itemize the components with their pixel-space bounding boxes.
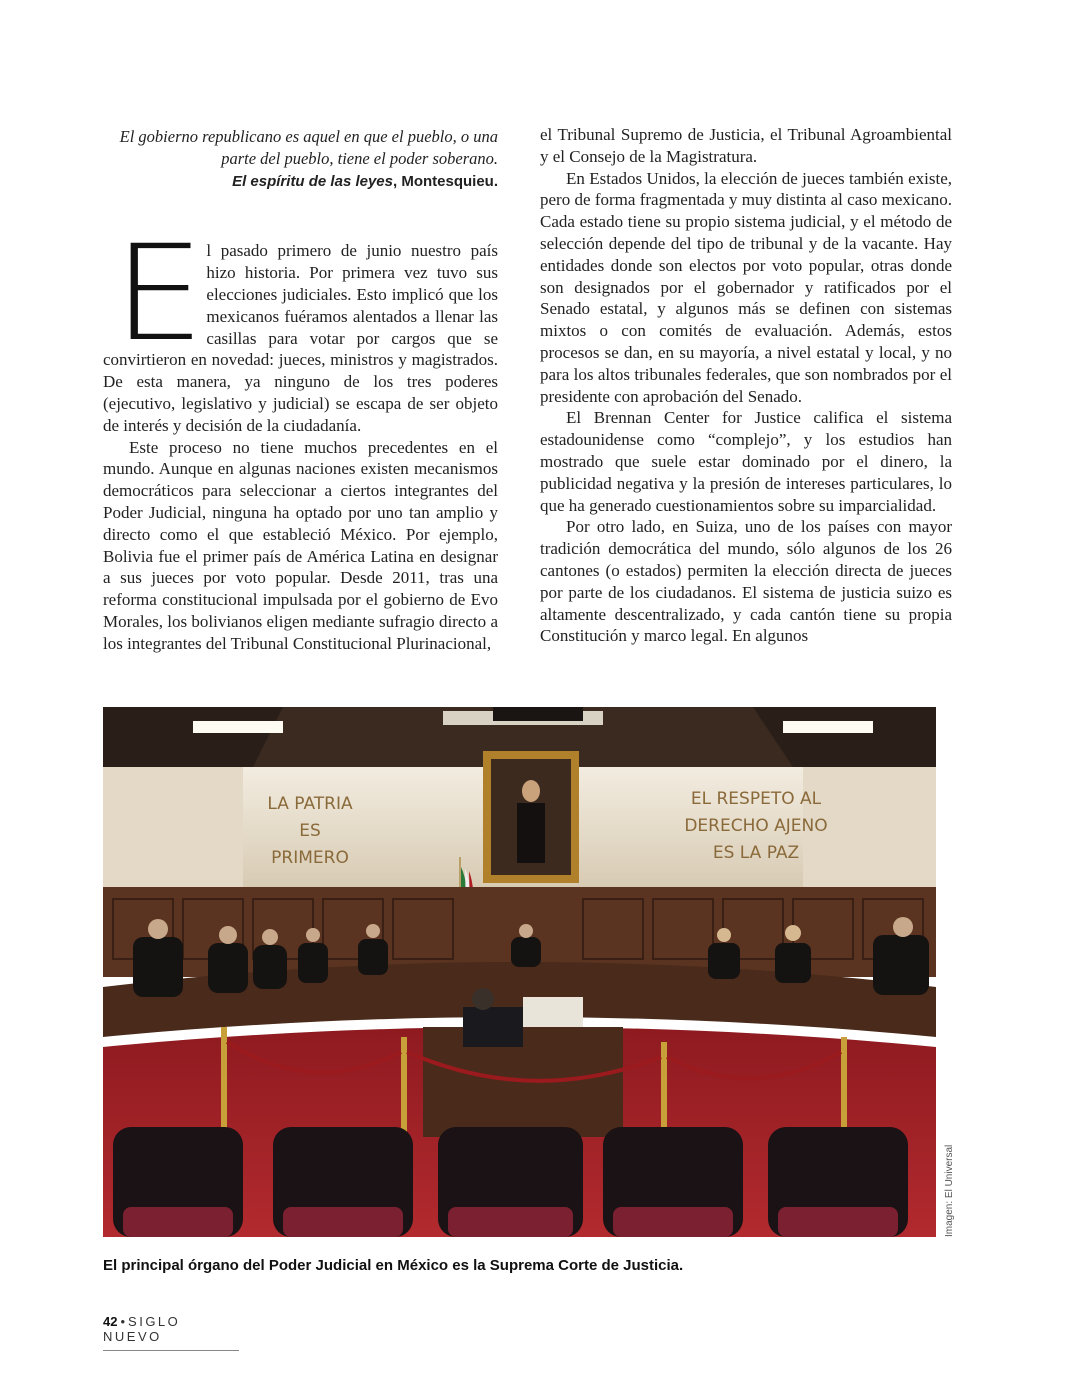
epigraph-quote: El gobierno republicano es aquel en que el pueblo, o una parte del pueblo, tiene el poder soberano.: [119, 127, 498, 168]
epigraph-source: [103, 171, 498, 193]
drop-cap: E: [113, 217, 205, 372]
photo-caption: El principal órgano del Poder Judicial en México es la Suprema Corte de Justicia.: [103, 1257, 684, 1274]
inscription-right-2: DERECHO AJENO: [684, 816, 828, 836]
epigraph-source-author: , Montesquieu.: [393, 172, 498, 190]
right-column: [540, 124, 952, 647]
paragraph-3: el Tribunal Supremo de Justicia, el Tribunal Agroambiental y el Consejo de la Magistratura.: [540, 125, 952, 166]
article-opening: [103, 217, 498, 436]
inscription-left-1: LA PATRIA: [267, 794, 353, 814]
courtroom-photo: [103, 707, 936, 1237]
paragraph-2: Este proceso no tiene muchos precedentes en el mundo. Aunque en algunas naciones existen mecanismos democráticos para seleccionar a ciertos integrantes del Poder Judicial, ninguna ha optado por uno tan amplio y directo como el que estableció México. Por ejemplo, Bolivia fue el primer país de América Latina en designar a sus jueces por voto popular. Desde 2011, tras una reforma constitucional impulsada por el gobierno de Evo Morales, los bolivianos eligen mediante sufragio directo a los integrantes del Tribunal Constitucional Plurinacional,: [103, 437, 498, 653]
paragraph-1: l pasado primero de junio nuestro país hizo historia. Por primera vez tuvo sus elecciones judiciales. Esto implicó que los mexicanos fuéramos alentados a llenar las casillas para votar por cargos que se convirtieron en novedad: jueces, ministros y magistrados. De esta manera, ya ninguno de los tres poderes (ejecutivo, legislativo y judicial) se escapa de ser objeto de interés y decisión de la ciudadanía.: [103, 241, 498, 435]
inscription-left-3: PRIMERO: [271, 848, 349, 868]
left-column: [103, 124, 498, 655]
photo-credit: Imagen: El Universal: [944, 1144, 955, 1237]
inscription-right-3: ES LA PAZ: [712, 843, 800, 863]
page-footer: [103, 1314, 239, 1351]
epigraph-source-title: El espíritu de las leyes: [232, 172, 393, 190]
paragraph-6: Por otro lado, en Suiza, uno de los países con mayor tradición democrática del mundo, sólo algunos de los 26 cantones (o estados) permiten la elección directa de jueces por parte de los ciudadanos. El sistema de justicia suizo es altamente descentralizado, y cada cantón tiene su propia Constitución y marco legal. En algunos: [540, 517, 952, 646]
inscription-right-1: EL RESPETO AL: [690, 789, 822, 809]
magazine-name: SIGLO NUEVO: [103, 1314, 181, 1344]
page-number: 42: [103, 1314, 118, 1329]
footer-separator: •: [120, 1314, 126, 1329]
epigraph: [103, 126, 498, 192]
paragraph-5: El Brennan Center for Justice califica el sistema estadounidense como “complejo”, y los estudios han mostrado que suele estar dominado por el dinero, la publicidad negativa y la presión de intereses particulares, lo que ha generado cuestionamientos sobre su imparcialidad.: [540, 408, 952, 515]
inscription-left-2: ES: [299, 821, 321, 841]
paragraph-4: En Estados Unidos, la elección de jueces también existe, pero de forma fragmentada y muy distinta al caso mexicano. Cada estado tiene su propio sistema judicial, y el método de selección depende del tipo de tribunal y de la vacante. Hay entidades donde son electos por voto popular, otras donde son designados por el gobernador y ratificados por el Senado estatal, y algunos más se definen con sistemas mixtos o con comités de evaluación. Además, estos procesos se dan, en su mayoría, a nivel estatal y local, y no para los altos tribunales federales, que son nombrados por el presidente con aprobación del Senado.: [540, 168, 952, 406]
